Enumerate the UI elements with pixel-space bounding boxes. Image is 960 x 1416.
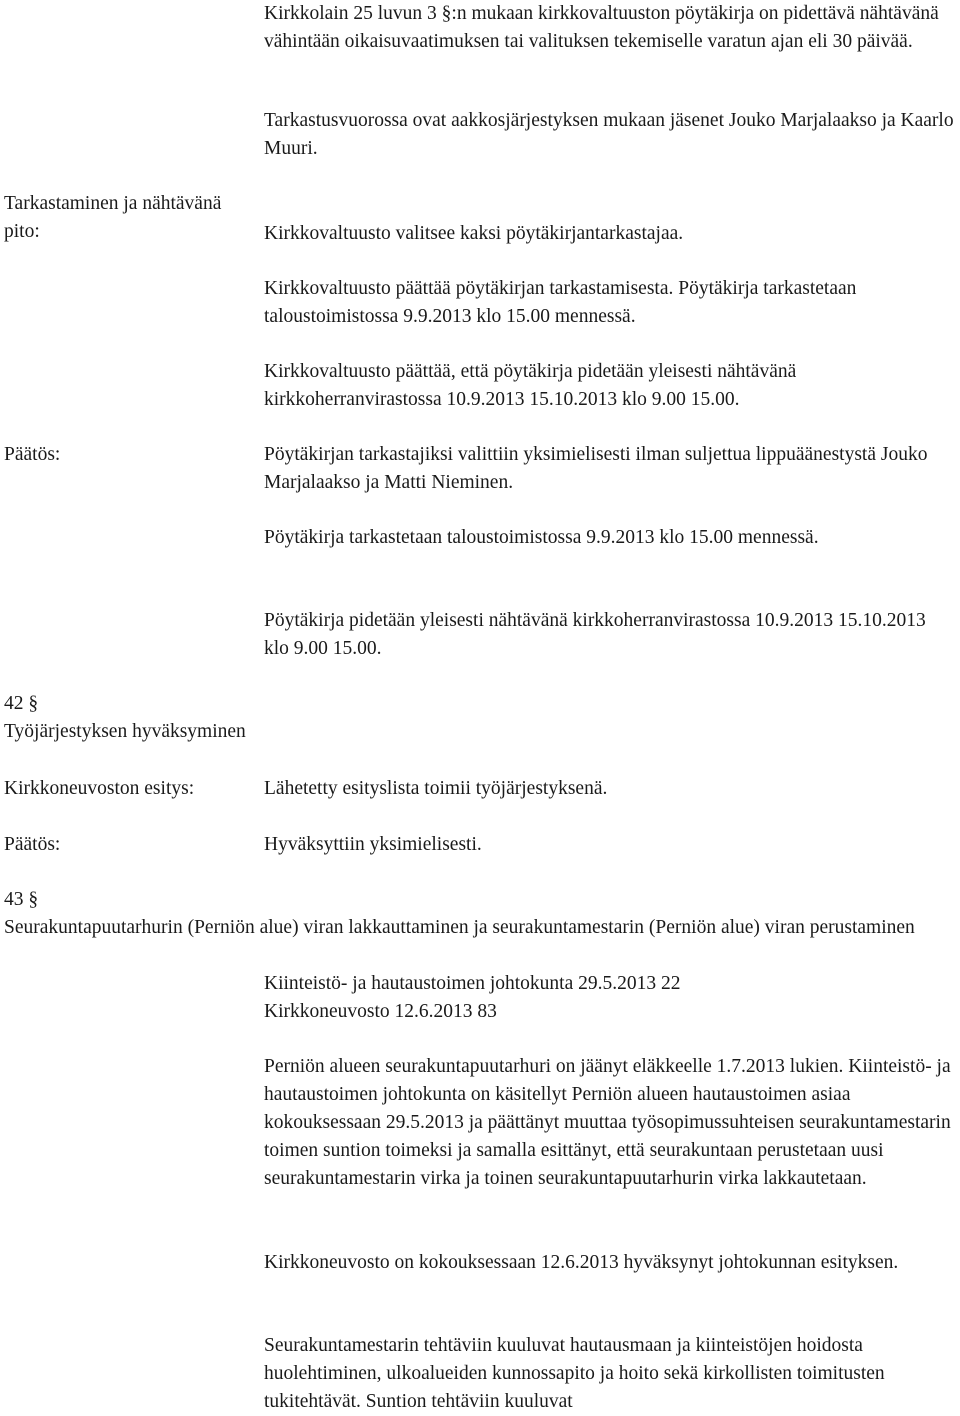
paragraph-duties: Seurakuntamestarin tehtäviin kuuluvat hautausmaan ja kiinteistöjen hoidosta huolehtiminen, ulkoalueiden kunnossapito ja hoito sekä kirkollisten toimitusten tukitehtävät. Suntion tehtäviin kuuluvat — [264, 1335, 885, 1412]
label-proposal: Kirkkoneuvoston esitys: — [4, 778, 195, 799]
paragraph-inspection-turn: Tarkastusvuorossa ovat aakkosjärjestyksen mukaan jäsenet Jouko Marjalaakso ja Kaarlo Muuri. — [264, 110, 954, 159]
paragraph-inspectors-elected: Pöytäkirjan tarkastajiksi valittiin yksimielisesti ilman suljettua lippuäänestystä Jouko Marjalaakso ja Matti Nieminen. — [264, 444, 928, 493]
paragraph-inspection-time: Pöytäkirja tarkastetaan taloustoimistossa 9.9.2013 klo 15.00 mennessä. — [264, 527, 819, 548]
section-sign-icon: § — [28, 889, 39, 910]
section-42-heading — [4, 690, 954, 746]
reference-council: Kirkkoneuvosto 12.6.2013 83 — [264, 1001, 497, 1022]
section-title: Seurakuntapuutarhurin (Perniön alue) viran lakkauttaminen ja seurakuntamestarin (Perniön alue) viran perustaminen — [4, 917, 915, 938]
reference-board: Kiinteistö- ja hautaustoimen johtokunta 29.5.2013 22 — [264, 973, 681, 994]
paragraph-approved: Hyväksyttiin yksimielisesti. — [264, 834, 482, 855]
section-43-heading — [4, 886, 954, 942]
paragraph-retirement: Perniön alueen seurakuntapuutarhuri on jäänyt eläkkeelle 1.7.2013 lukien. Kiinteistö- ja hautaustoimen johtokunta on käsitellyt Perniön alueen hautaustoimen asiaa kokouksessaan 29.5.2013 ja päättänyt muuttaa työsopimussuhteisen seurakuntamestarin toimen suntion toimeksi ja samalla esittänyt, että seurakuntaan perustetaan uusi seurakuntamestarin virka ja toinen seurakuntapuutarhurin virka lakkautetaan. — [264, 1056, 951, 1189]
section-title: Työjärjestyksen hyväksyminen — [4, 721, 246, 742]
paragraph-law: Kirkkolain 25 luvun 3 §:n mukaan kirkkovaltuuston pöytäkirja on pidettävä nähtävänä vähintään oikaisuvaatimuksen tai valituksen tekemiselle varatun ajan eli 30 päivää. — [264, 3, 939, 52]
paragraph-decide-inspection: Kirkkovaltuusto päättää pöytäkirjan tarkastamisesta. Pöytäkirja tarkastetaan taloustoimistossa 9.9.2013 klo 15.00 mennessä. — [264, 278, 857, 327]
label-decision-2: Päätös: — [4, 834, 61, 855]
references — [264, 970, 954, 1026]
label-decision-1: Päätös: — [4, 444, 61, 465]
paragraph-select-inspectors: Kirkkovaltuusto valitsee kaksi pöytäkirjantarkastajaa. — [264, 223, 684, 244]
section-number: 42 — [4, 693, 24, 714]
section-number: 43 — [4, 889, 24, 910]
section-sign-icon: § — [28, 693, 39, 714]
paragraph-agenda: Lähetetty esityslista toimii työjärjestyksenä. — [264, 778, 608, 799]
paragraph-council-approval: Kirkkoneuvosto on kokouksessaan 12.6.2013 hyväksynyt johtokunnan esityksen. — [264, 1252, 899, 1273]
paragraph-public-display: Pöytäkirja pidetään yleisesti nähtävänä kirkkoherranvirastossa 10.9.2013 15.10.2013 klo 9.00 15.00. — [264, 610, 926, 659]
paragraph-decide-public: Kirkkovaltuusto päättää, että pöytäkirja pidetään yleisesti nähtävänä kirkkoherranvirastossa 10.9.2013 15.10.2013 klo 9.00 15.00. — [264, 361, 797, 410]
label-inspection: Tarkastaminen ja nähtävänä pito: — [4, 193, 222, 242]
section-sign-icon: § — [441, 3, 452, 24]
